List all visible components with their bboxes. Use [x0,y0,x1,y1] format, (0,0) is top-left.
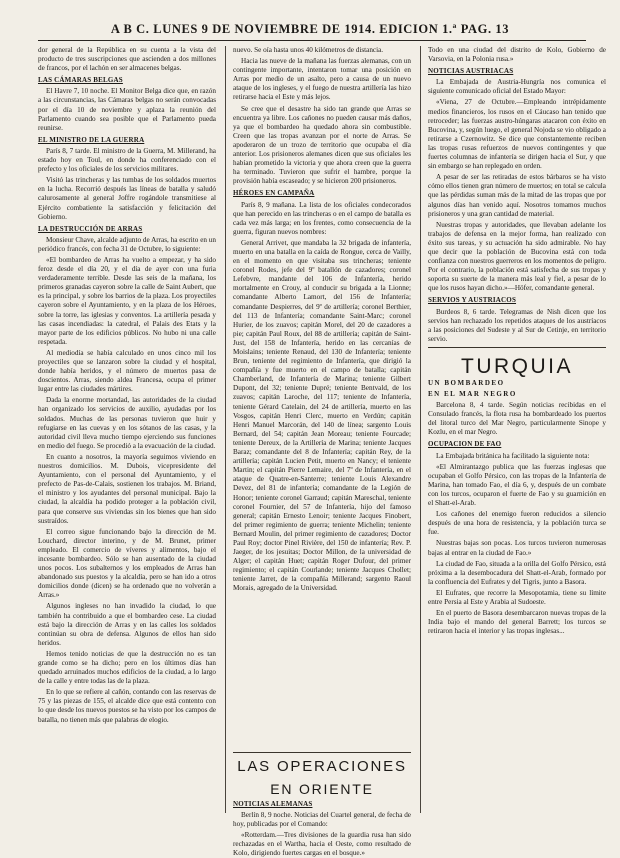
paragraph: «El Almirantazgo publica que las fuerzas inglesas que ocupaban el Golfo Pérsico, con las tropas de la Infantería de Marina, han tomado Fao, el día 6, y, después de un combate con los turcos, ocuparon el fuerte de Fao y su guarnición en el Shatt-el-Arab. [428,462,606,508]
paragraph: «Rotterdam.—Tres divisiones de la guardia rusa han sido rechazadas en el Wartha, hacia el Oeste, como resultado de Kolo, dirigiendo fuertes cargas en el bosque.» [233,831,411,858]
paragraph: A pesar de ser las retiradas de estos bárbaros se ha visto cómo ellos tienen gran número de muertos; en total se calcula que las pérdidas suman más de la mitad de las tropas que por algunos días han venido aquí. Nosotros tomamos muchos prisioneros y una gran cantidad de material. [428,173,606,218]
paragraph: La Embajada británica ha facilitado la siguiente nota: [436,451,590,460]
paragraph: En cuanto a nosotros, la mayoría seguimos viviendo en nuestros domicilios. M. Dubois, vicepresidente del Ayuntamiento, con el personal del Ayuntamiento, y el prefecto de Pas-de-Calais, sostienen los trabajos. M. Briand, el ministro y los ayudantes del personal municipal. Bajo la ciudad, la alcaldía ha podido proteger a la población civil, para que conserve sus viviendas sin los bienes que han sido sustraídos. [38,452,216,525]
header-rule [38,40,586,41]
paragraph: Todo en una ciudad del distrito de Kolo, Gobierno de Varsovia, en la Polonia rusa.» [428,46,606,64]
kicker: UN BOMBARDEO [428,378,505,387]
paragraph: Visitó las trincheras y las tumbas de los soldados muertos en la lucha. Recorrió después las líneas de batalla y saludó calurosamente al general Joffre rogándole transmitiese al Ejército combatiente la satisfacción y felicitación del Gobierno. [38,176,216,221]
paragraph: Berlín 8, 9 noche. Noticias del Cuartel general, de fecha de hoy, publicadas por el Comando: [233,810,411,829]
page-header: A B C. LUNES 9 DE NOVIEMBRE DE 1914. EDICION 1.ª PAG. 13 [110,22,510,36]
paragraph: Burdeos 8, 6 tarde. Telegramas de Nish dicen que los servios han rechazado los repetidos ataques de los austríacos a las posiciones del Sudeste y al Sur de Cetinje, en territorio servio. [428,307,606,343]
paragraph: General Arrivet, que mandaba la 32 brigada de infantería, muerto en una batalla en la caída de Rongue, cerca de Vailly, en el momento en que visitaba sus trincheras; teniente coronel Rodes, jefe del 9º batallón de cazadores; coronel Lefebvre, mandante del 106 de Infantería, herido mortalmente en Crouy, al conducir su brigada a la Lionne; comandante Alberto Lamort, del 156 de Infantería; comandante Despierres, del 9º de artillería; coronel Berthier, del 113 de Infantería; comandante Saint-Marc; coronel Hurier, de los zuavos; capitán Morel, del 20 de cazadores a pie; capitán Paul Roux, del 88 de artillería; capitán de Saint-Just, del 158 de Infantería, herido en las cercanías de Moislains; teniente Renaud, del 130 de Infantería; teniente Brun, teniente del regimiento de Infantería, que dirigió la compañía y fue muerto en el campo de batalla; capitán Chamberland, de Infantería de Marina; teniente Gilbert Dupont, del 32; teniente Dupré; teniente Bentvald, de los zuavos; capitán Laroche, del 117; teniente de Infantería, teniente Gérard Catelain, del 24 de artillería, muerto en las Vosgos, capitán Henri Clerc, muerto en Verdún; capitán Henri Manuel Marcorán, del 140 de línea; sargento Louis Bernard, del 54; capitán Jean Moreau; teniente Fourcade; teniente Dereux, de la Artillería de Marina; teniente Jacques Baraz; comandante del 8 de Infantería; capitán Rey, de la artillería; capitán Lucien Petit, muerto en Nancy; el teniente Martin; el capitán Pierre Lemaire, del 7º de Infantería, en el ataque de Quatre-en-Santerre; teniente Louis Alexandre Devez, del 81 de infantería; comandante de la Legión de Honor; teniente coronel Garraud; capitán Mareschal, teniente coronel Fournier, del 57 de Infantería, hijo del famoso general; capitán Ernesto Lenoir; teniente Jacques Finobert, del primer regimiento de guerra; teniente Michelin; teniente Bernard Moulin, del primer regimiento de cazadores; Doctor Paul Roy; doctor Pinel Rivière, del 150 de infantería; Rev. P. Jaeger, de los jesuitas; Doctor Millon, de la universidad de Alger; el capitán Huet; capitán Roger Dufour, del primer regimiento; el capitán Courlande; teniente Jacques Chollet; teniente Jarret, de la compañía Millerand; sargento Raoul Morais, agregado de la Universidad. [233,238,411,593]
divider [428,347,606,348]
paragraph: La ciudad de Fao, situada a la orilla del Golfo Pérsico, está próxima a la desembocadura del Shatt-el-Arab, formado por la confluencia del Eufrates y del Tigris, junto a Basora. [428,559,606,586]
column-middle [233,46,411,858]
section-heading: SERVIOS Y AUSTRIACOS [428,296,517,305]
section-heading: OCUPACION DE FAO [428,440,502,449]
headline-turquia: TURQUIA [461,354,573,378]
paragraph: Nuestras bajas son pocas. Los turcos tuvieron numerosas bajas al entrar en la ciudad de Fao.» [428,539,606,557]
paragraph: Algunos ingleses no han invadido la ciudad, lo que también ha contribuido a que el bombardeo cese. La ciudad está bajo la dirección de Arras y en las calles los soldados continúan su obra de defensa. Algunos de ellos han sido heridos. [38,602,216,647]
paragraph: París 8, 7 tarde. El ministro de la Guerra, M. Millerand, ha estado hoy en Toul, en donde ha conferenciado con el prefecto y los oficiales de los servicios militares. [38,146,216,174]
paragraph: El correo sigue funcionando bajo la dirección de M. Louchard, director interino, y de M. Brunet, primer empleado. El comercio de víveres y alimentos, bajo el incesante bombardeo. Sólo se han ausentado de la ciudad unos pocos. Los subalternos y los empleados de Arras han abandonado sus puestos y la alcaldía, pero se han ido a otros domicilios donde (dicen) se ha ordenado que no volverán a Arras.» [38,527,216,600]
paragraph: Los cañones del enemigo fueron reducidos a silencio después de una hora de resistencia, y la población turca se fue. [428,510,606,537]
paragraph: La Embajada de Austria-Hungría nos comunica el siguiente comunicado oficial del Estado Mayor: [428,78,606,96]
column-separator [420,46,421,813]
section-heading: NOTICIAS ALEMANAS [233,799,313,808]
paragraph: París 8, 9 mañana. La lista de los oficiales condecorados que han perecido en las trincheras o en el campo de batalla es cada vez más larga; en los frentes, como consecuencia de la guerra, figuran nuevos nombres: [233,200,411,236]
section-heading: EL MINISTRO DE LA GUERRA [38,135,145,144]
paragraph: Se cree que el desastre ha sido tan grande que Arras se encuentra ya libre. Los cañones no pueden causar más daños, ya que el bombardeo ha quedado ahora sin combustible. Creen que las tropas avanzan por el norte de Arras. Se apoderaron de un trozo de territorio que ocupaba el día anterior. Los prisioneros alemanes dicen que sus oficiales les habían prometido la victoria y que ahora creen que la guerra ha terminado. Tuvieron que sufrir el hambre, porque la provisión había escaseado; y se hicieron 200 prisioneros. [233,104,411,186]
paragraph: Monsieur Chave, alcalde adjunto de Arras, ha escrito en un periódico francés, con fecha 31 de Octubre, lo siguiente: [38,235,216,253]
headline-oriente: EN ORIENTE [270,780,374,797]
paragraph: «Viena, 27 de Octubre.—Empleando intrépidamente medios financieros, los rusos en el Cáucaso han tenido que retroceder; las fuerzas austro-húngaras atacaron con éxito en Bucovina, y, según luego, el general Nojoda se vio obligado a retirarse a Czernowitz. Se dice que constantemente reciben las tropas rusas refuerzos de nuevos contingentes y que fuertes columnas de infantería se dirigen hacia el Sur, y que sin embargo se han replegado en orden. [428,98,606,171]
paragraph: Nuestras tropas y autoridades, que llevaban adelante los trabajos de defensa en la mejor forma, han realizado con éxito sus tareas, y su actuación ha sido admirable. No hay que decir que la población de Bucovina está con toda confianza con nuestros guerreros en los momentos de peligro. Por el contrario, la población está satisfecha de sus tropas y soporta su suerte de la manera más leal y fiel, a pesar de lo que los rusos hayan dicho.»—Höfer, comandante general. [428,220,606,293]
paragraph: En lo que se refiere al cañón, contando con las reservas de 75 y las piezas de 155, el alcalde dice que está contento con lo que desde los nuevos puestos se ha visto por los campos de batalla, no tienen más que palabras de elogio. [38,688,216,724]
section-heading: HÉROES EN CAMPAÑA [233,189,315,198]
column-separator [225,46,226,813]
headline-operaciones: LAS OPERACIONES [237,757,407,775]
section-heading: LAS CÁMARAS BELGAS [38,76,123,85]
column-left [38,46,216,813]
section-heading: LA DESTRUCCIÓN DE ARRAS [38,224,143,233]
kicker: EN EL MAR NEGRO [428,390,517,398]
paragraph: Barcelona 8, 4 tarde. Según noticias recibidas en el Consulado francés, la flota rusa ha bombardeado los puertos del litoral turco del Mar Negro, particularmente Sinope y Kozlu, en el mar Negro. [428,401,606,437]
paragraph: Al mediodía se había calculado en unos cinco mil los proyectiles que se lanzaron sobre la ciudad y el hospital, donde había heridos, y el número de muertos pasa de doscientos. Arras, siendo aldea Francesa, ocupa el primer lugar entre las ciudades mártires. [38,348,216,394]
paragraph: Dada la enorme mortandad, las autoridades de la ciudad han organizado los servicios de auxilio, ayudadas por los soldados. Muchas de las personas tuvieron que huir y refugiarse en las cuevas y en los sótanos de las casas, y la autoridad civil lleva mucho tiempo ejerciendo sus funciones en medio del fuego. Se procedió a la evacuación de la ciudad. [38,396,216,450]
divider [233,752,411,753]
paragraph: El Havre 7, 10 noche. El Monitor Belga dice que, en razón a las circunstancias, las Cámaras belgas no serán convocadas por el día 10 de noviembre y aplaza la reunión del Parlamento cuando sea posible que el Parlamento pueda reunirse. [38,87,216,132]
paragraph: Hemos tenido noticias de que la destrucción no es tan grande como se ha dicho; pero en los últimos días han quedado arruinados muchos edificios de la ciudad, a lo largo de la calle y entre todas las de la plaza. [38,649,216,686]
paragraph: En el puerto de Basora desembarcaron nuevas tropas de la India bajo el mando del general Barrett; los turcos se retiraron hacia el interior y las tropas inglesas... [428,609,606,636]
paragraph: «El bombardeo de Arras ha vuelto a empezar, y ha sido feroz desde el día 20, y el día de ayer con una furia verdaderamente terrible. Desde las seis de la mañana, los primeros granadas cayeron sobre la calle de Saint Aubert, que es la principal, y sobre los barrios de la plaza. Los proyectiles cayeron sobre el Ayuntamiento, y en la plaza de los Héroes, sobre la torre, las iglesias y conventos. La artillería pesada y las casas incendiadas: la catedral, el Palais des Etats y la mayor parte de los edificios públicos. No hubo ni una calle respetada. [38,255,216,346]
paragraph: dor general de la República en su cuenta a la vista del producto de tres suscripciones que ascienden a dos millones de francos, por el lachón en ser almacenes belgas. [38,46,216,73]
column-right [428,46,606,813]
paragraph: El Eufrates, que recorre la Mesopotamia, tiene su límite entre Persia al Este y Arabia al Sudoeste. [428,588,606,606]
paragraph: nuevo. Se oía hasta unos 40 kilómetros de distancia. [233,46,384,54]
paragraph: Hacia las nueve de la mañana las fuerzas alemanas, con un contingente importante, intentaron tomar una posición en Arras por medio de un asalto, pero a causa de un nuevo ataque de los ingleses, y el fuego de nuestra artillería las hizo retirarse hacia el Este y más lejos. [233,57,411,102]
section-heading: NOTICIAS AUSTRIACAS [428,67,514,76]
